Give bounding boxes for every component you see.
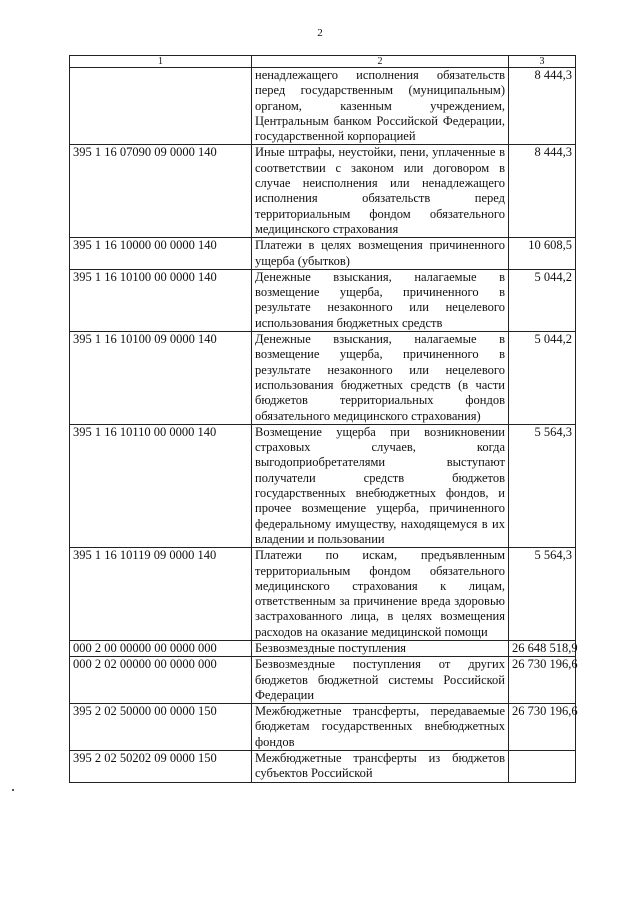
budget-code: 395 1 16 10100 00 0000 140 [70, 269, 252, 331]
budget-code: 395 1 16 10119 09 0000 140 [70, 548, 252, 641]
income-description: Платежи по искам, предъявленным территориальным фондом обязательного медицинского страхования к лицам, ответственным за причинение вреда здоровью застрахованного лица, в целях возмещения расходов на оказание медицинской помощи [252, 548, 509, 641]
column-number-row [70, 56, 576, 68]
budget-code: 000 2 02 00000 00 0000 000 [70, 657, 252, 704]
budget-code: 395 1 16 10100 09 0000 140 [70, 332, 252, 425]
budget-code: 395 1 16 10000 00 0000 140 [70, 238, 252, 270]
amount: 8 444,3 [509, 145, 576, 238]
table-row [70, 269, 576, 331]
table-row [70, 704, 576, 751]
budget-table [69, 55, 576, 783]
amount: 26 730 196,6 [509, 657, 576, 704]
amount: 8 444,3 [509, 68, 576, 145]
table-row [70, 145, 576, 238]
amount: 5 044,2 [509, 332, 576, 425]
amount: 26 648 518,9 [509, 640, 576, 656]
income-description: Возмещение ущерба при возникновении страховых случаев, когда выгодоприобретателями выступают получатели средств бюджетов государственных внебюджетных фондов, и прочее возмещение ущерба, причиненного федеральному имуществу, находящемуся в их владении и пользовании [252, 424, 509, 547]
table-row [70, 238, 576, 270]
margin-dot [12, 789, 14, 791]
amount: 5 564,3 [509, 424, 576, 547]
income-description: Денежные взыскания, налагаемые в возмещение ущерба, причиненного в результате незаконного или нецелевого использования бюджетных средств [252, 269, 509, 331]
column-number-2: 2 [252, 56, 509, 68]
amount [509, 751, 576, 783]
budget-code: 000 2 00 00000 00 0000 000 [70, 640, 252, 656]
income-description: Денежные взыскания, налагаемые в возмещение ущерба, причиненного в результате незаконного или нецелевого использования бюджетных средств (в части бюджетов территориальных фондов обязательного медицинского страхования) [252, 332, 509, 425]
table-row [70, 548, 576, 641]
column-number-1: 1 [70, 56, 252, 68]
income-description: ненадлежащего исполнения обязательств перед государственным (муниципальным) органом, казенным учреждением, Центральным банком Российской Федерации, государственной корпорацией [252, 68, 509, 145]
budget-code [70, 68, 252, 145]
budget-code: 395 1 16 07090 09 0000 140 [70, 145, 252, 238]
table-row [70, 640, 576, 656]
amount: 5 044,2 [509, 269, 576, 331]
income-description: Платежи в целях возмещения причиненного ущерба (убытков) [252, 238, 509, 270]
table-row [70, 68, 576, 145]
income-description: Иные штрафы, неустойки, пени, уплаченные в соответствии с законом или договором в случае неисполнения или ненадлежащего исполнения обязательств перед территориальным фондом обязательного медицинского страхования [252, 145, 509, 238]
table-row [70, 332, 576, 425]
amount: 5 564,3 [509, 548, 576, 641]
page-number: 2 [317, 27, 323, 39]
income-description: Межбюджетные трансферты из бюджетов субъектов Российской [252, 751, 509, 783]
amount: 26 730 196,6 [509, 704, 576, 751]
income-description: Безвозмездные поступления от других бюджетов бюджетной системы Российской Федерации [252, 657, 509, 704]
income-description: Безвозмездные поступления [252, 640, 509, 656]
income-description: Межбюджетные трансферты, передаваемые бюджетам государственных внебюджетных фондов [252, 704, 509, 751]
budget-code: 395 1 16 10110 00 0000 140 [70, 424, 252, 547]
table-row [70, 751, 576, 783]
table-row [70, 657, 576, 704]
budget-code: 395 2 02 50000 00 0000 150 [70, 704, 252, 751]
table-row [70, 424, 576, 547]
budget-code: 395 2 02 50202 09 0000 150 [70, 751, 252, 783]
amount: 10 608,5 [509, 238, 576, 270]
column-number-3: 3 [509, 56, 576, 68]
